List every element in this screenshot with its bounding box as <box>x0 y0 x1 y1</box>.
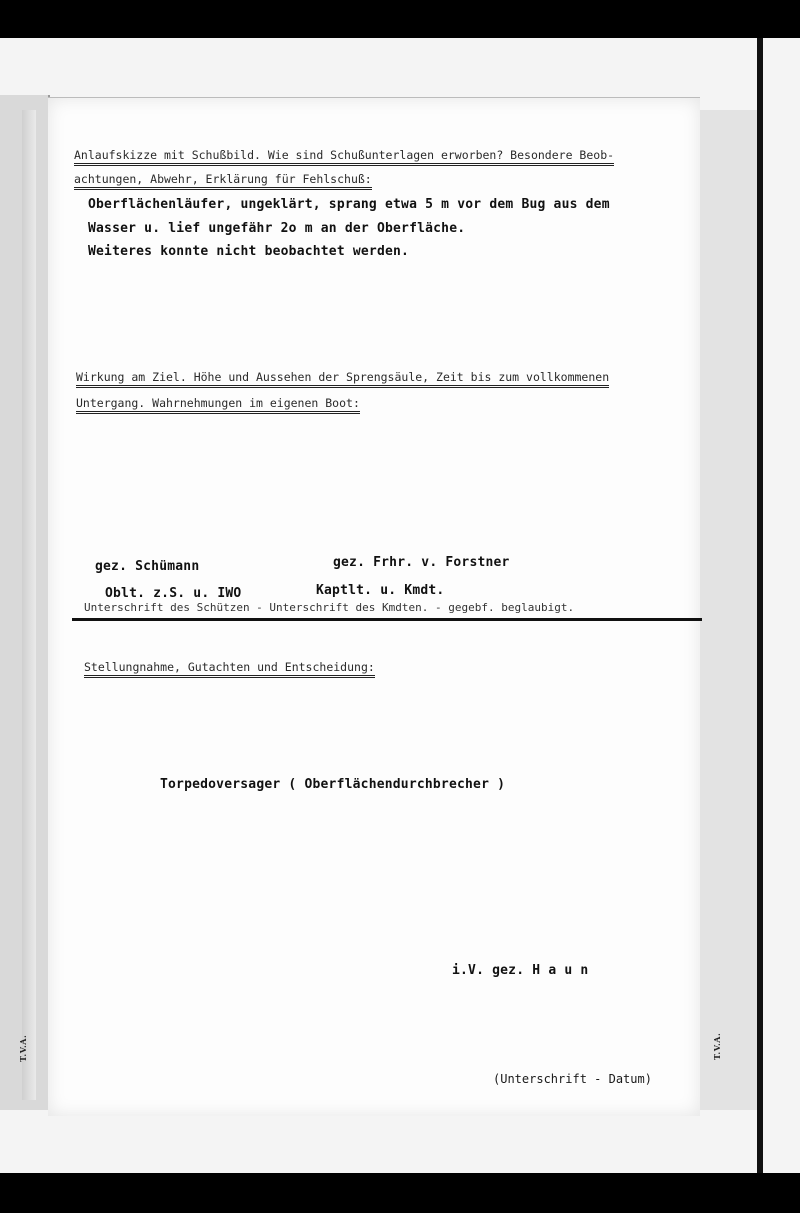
section-effect-header-line2: Untergang. Wahrnehmungen im eigenen Boot: <box>76 396 360 410</box>
decision-verdict: Torpedoversager ( Oberflächendurchbrecher ) <box>160 777 506 792</box>
section-divider <box>72 618 702 621</box>
decision-signature-caption: (Unterschrift - Datum) <box>493 1072 652 1086</box>
section-effect-header-line1: Wirkung am Ziel. Höhe und Aussehen der Sprengsäule, Zeit bis zum vollkommenen <box>76 370 609 384</box>
section-hit-body-line1: Oberflächenläufer, ungeklärt, sprang etwa 5 m vor dem Bug aus dem <box>88 197 610 212</box>
previous-page-shadow <box>22 110 36 1100</box>
commander-name: gez. Frhr. v. Forstner <box>333 555 510 570</box>
next-page-edge <box>697 110 759 1110</box>
archive-stamp-right: T.V.A. <box>712 1032 722 1060</box>
section-hit-header-line1: Anlaufskizze mit Schußbild. Wie sind Schußunterlagen erworben? Besondere Beob- <box>74 148 614 162</box>
section-decision-header: Stellungnahme, Gutachten und Entscheidung: <box>84 660 375 674</box>
scan-border <box>757 38 763 1173</box>
section-hit-body-line3: Weiteres konnte nicht beobachtet werden. <box>88 244 410 259</box>
signature-caption: Unterschrift des Schützen - Unterschrift des Kmdten. - gegebf. beglaubigt. <box>84 601 575 614</box>
archive-stamp-left: T.V.A. <box>18 1034 28 1062</box>
section-hit-header-line2: achtungen, Abwehr, Erklärung für Fehlschuß: <box>74 172 372 186</box>
section-hit-body-line2: Wasser u. lief ungefähr 2o m an der Oberfläche. <box>88 221 466 236</box>
shooter-name: gez. Schümann <box>95 559 200 574</box>
shooter-rank: Oblt. z.S. u. IWO <box>105 586 242 601</box>
commander-rank: Kaptlt. u. Kmdt. <box>316 583 445 598</box>
decision-signature: i.V. gez. H a u n <box>452 963 589 978</box>
